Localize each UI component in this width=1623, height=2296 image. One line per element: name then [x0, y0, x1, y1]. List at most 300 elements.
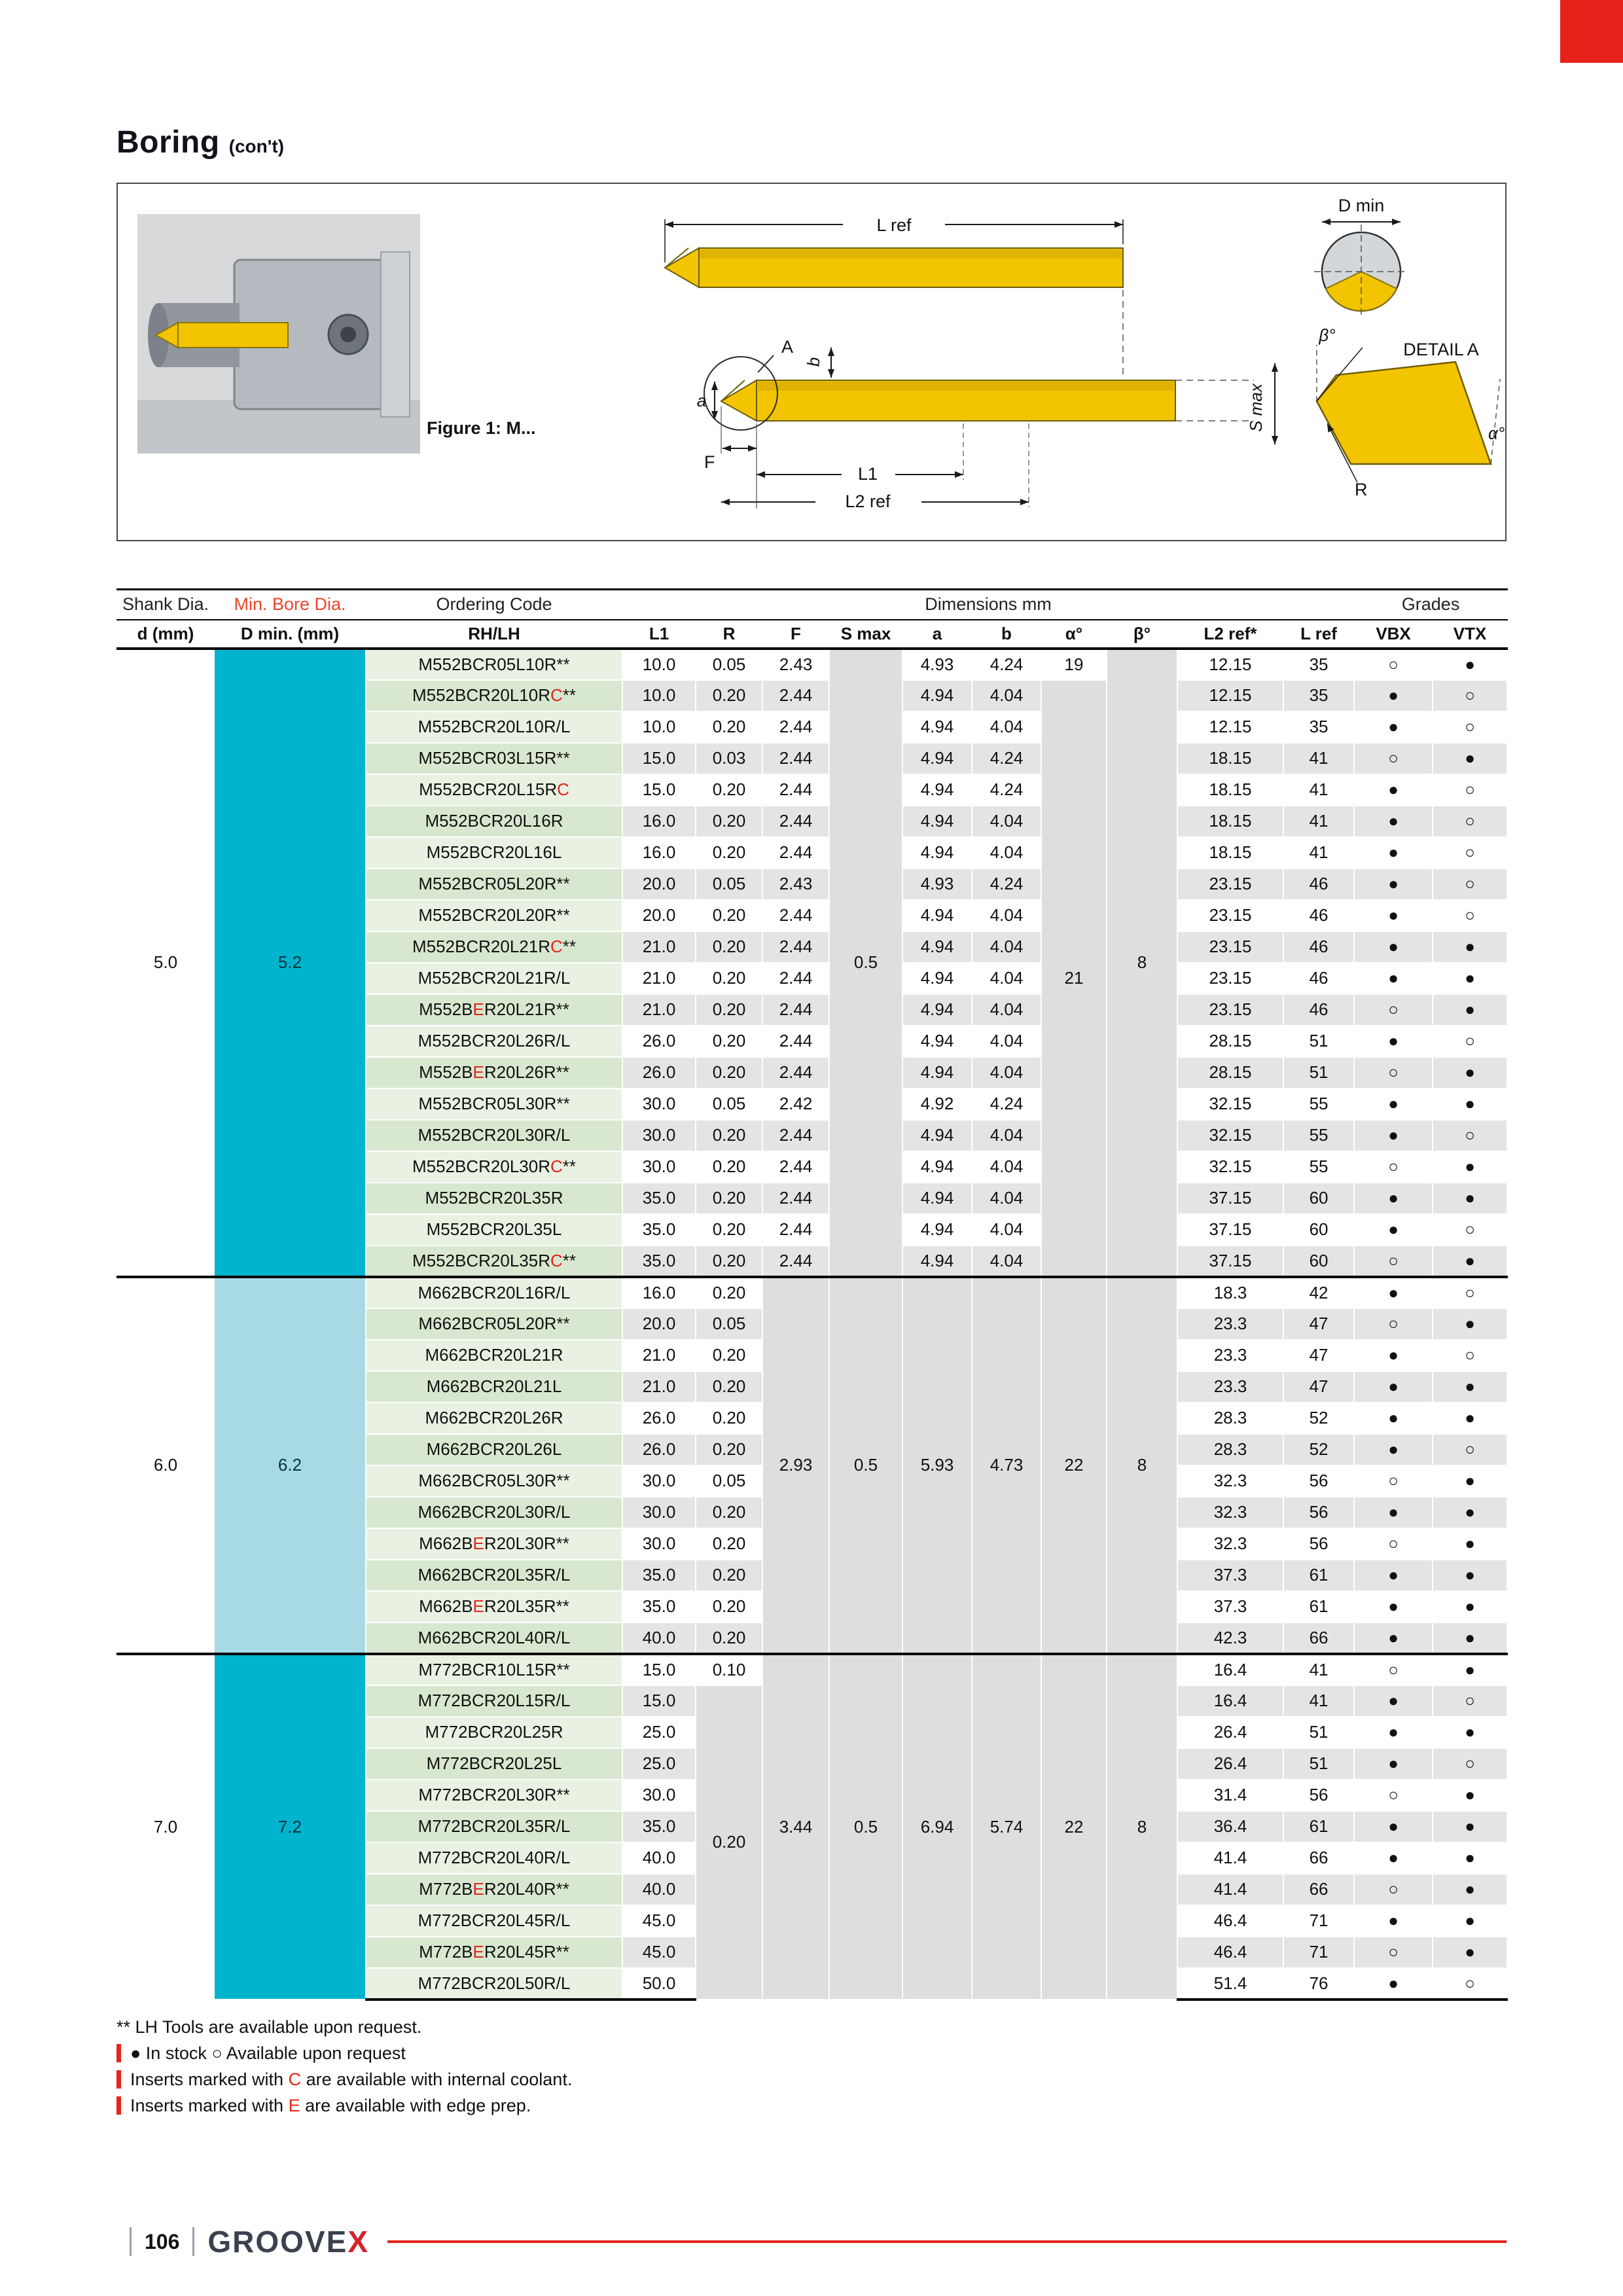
l-ref-cell: 41: [1283, 1685, 1354, 1717]
l1-cell: 25.0: [622, 1748, 696, 1780]
r-cell: 0.05: [696, 1308, 762, 1340]
a-cell: 4.94: [902, 1214, 972, 1246]
vtx-grade-cell: ○: [1433, 1748, 1507, 1780]
f-cell: 2.44: [762, 711, 829, 743]
r-cell: 0.05: [696, 869, 762, 900]
vbx-grade-cell: ●: [1354, 931, 1433, 963]
l-ref-cell: 60: [1283, 1246, 1354, 1277]
r-cell: 0.20: [696, 1277, 762, 1308]
l1-label: L1: [857, 464, 878, 484]
a-cell: 4.94: [902, 1026, 972, 1057]
vtx-grade-cell: ○: [1433, 869, 1507, 900]
vbx-grade-cell: ●: [1354, 1120, 1433, 1151]
a-cell: 4.94: [902, 774, 972, 806]
l1-cell: 16.0: [622, 837, 696, 869]
l-ref-cell: 71: [1283, 1937, 1354, 1968]
l1-cell: 20.0: [622, 869, 696, 900]
l-ref-cell: 61: [1283, 1591, 1354, 1623]
l1-cell: 35.0: [622, 1214, 696, 1246]
vbx-grade-cell: ○: [1354, 1654, 1433, 1685]
l-ref-cell: 35: [1283, 680, 1354, 711]
r-cell: 0.20: [696, 1560, 762, 1591]
ordering-code-cell: M772BCR20L15R/L: [366, 1685, 622, 1717]
ordering-code-cell: M772BCR20L25R: [366, 1717, 622, 1748]
detail-a-label: DETAIL A: [1403, 340, 1479, 359]
page-title-text: Boring: [116, 125, 220, 160]
f-cell: 2.43: [762, 649, 829, 680]
ordering-code-cell: M552BCR05L30R**: [366, 1088, 622, 1120]
vtx-grade-cell: ●: [1433, 1308, 1507, 1340]
r-cell: 0.20: [696, 1528, 762, 1560]
beta-merged-cell: 8: [1107, 649, 1177, 1277]
l2-ref-cell: 41.4: [1177, 1874, 1283, 1905]
l-ref-cell: 47: [1283, 1340, 1354, 1371]
vbx-grade-cell: ●: [1354, 680, 1433, 711]
vbx-grade-cell: ●: [1354, 1403, 1433, 1434]
l1-cell: 35.0: [622, 1811, 696, 1842]
l-ref-cell: 55: [1283, 1151, 1354, 1183]
vtx-grade-cell: ●: [1433, 1874, 1507, 1905]
l-ref-cell: 41: [1283, 774, 1354, 806]
l2-ref-cell: 28.3: [1177, 1403, 1283, 1434]
b-cell: 4.24: [972, 649, 1041, 680]
l2-ref-cell: 28.3: [1177, 1434, 1283, 1465]
l2-ref-cell: 23.15: [1177, 994, 1283, 1026]
a-cell: 4.94: [902, 900, 972, 931]
r-cell: 0.20: [696, 1434, 762, 1465]
l1-cell: 30.0: [622, 1088, 696, 1120]
detail-view: [1246, 325, 1505, 499]
vtx-grade-cell: ●: [1433, 1371, 1507, 1403]
ordering-code-cell: M552BCR20L10RC**: [366, 680, 622, 711]
side-view: [665, 215, 1123, 376]
vtx-grade-cell: ○: [1433, 1685, 1507, 1717]
l-ref-cell: 46: [1283, 900, 1354, 931]
corner-accent-mark: [1560, 0, 1623, 63]
l-ref-cell: 52: [1283, 1403, 1354, 1434]
r-merged-cell: 0.20: [696, 1685, 762, 2000]
page-footer: [116, 2224, 1507, 2259]
vtx-grade-cell: ○: [1433, 680, 1507, 711]
vbx-grade-cell: ○: [1354, 1308, 1433, 1340]
ordering-code-cell: M552BCR03L15R**: [366, 743, 622, 774]
ordering-code-cell: M662BCR05L20R**: [366, 1308, 622, 1340]
l-ref-cell: 51: [1283, 1057, 1354, 1088]
l1-cell: 16.0: [622, 1277, 696, 1308]
l2-ref-cell: 32.3: [1177, 1497, 1283, 1528]
min-bore-dia-cell: 7.2: [214, 1654, 366, 2000]
vtx-grade-cell: ●: [1433, 1591, 1507, 1623]
ordering-code-cell: M552BCR05L20R**: [366, 869, 622, 900]
beta-merged-cell: 8: [1107, 1654, 1177, 2000]
l-ref-cell: 51: [1283, 1026, 1354, 1057]
b-cell: 4.04: [972, 963, 1041, 994]
ordering-code-cell: M772BER20L40R**: [366, 1874, 622, 1905]
r-cell: 0.10: [696, 1654, 762, 1685]
vbx-grade-cell: ●: [1354, 1748, 1433, 1780]
ordering-code-cell: M662BCR20L40R/L: [366, 1623, 622, 1654]
b-cell: 4.04: [972, 837, 1041, 869]
a-cell: 4.94: [902, 743, 972, 774]
alpha-cell: 19: [1041, 649, 1107, 680]
column-header: S max: [829, 620, 902, 649]
vbx-grade-cell: ●: [1354, 1434, 1433, 1465]
table-group-header: Min. Bore Dia.: [214, 590, 366, 620]
f-cell: 2.44: [762, 1214, 829, 1246]
alpha-merged-cell: 21: [1041, 680, 1107, 1277]
tool-photo: [137, 214, 420, 454]
b-merged-cell: 5.74: [972, 1654, 1041, 2000]
ordering-code-cell: M552BCR20L30R/L: [366, 1120, 622, 1151]
a-cell: 4.94: [902, 1246, 972, 1277]
vbx-grade-cell: ●: [1354, 1026, 1433, 1057]
r-cell: 0.20: [696, 1497, 762, 1528]
b-cell: 4.24: [972, 1088, 1041, 1120]
table-group-header: Ordering Code: [366, 590, 622, 620]
l1-cell: 15.0: [622, 1654, 696, 1685]
vtx-grade-cell: ●: [1433, 1246, 1507, 1277]
l-ref-cell: 51: [1283, 1748, 1354, 1780]
l2-ref-cell: 32.3: [1177, 1465, 1283, 1497]
r-cell: 0.20: [696, 1026, 762, 1057]
ordering-code-cell: M662BER20L30R**: [366, 1528, 622, 1560]
a-merged-cell: 6.94: [902, 1654, 972, 2000]
b-cell: 4.04: [972, 1026, 1041, 1057]
l2-ref-label: L2 ref: [845, 492, 891, 511]
vtx-grade-cell: ●: [1433, 931, 1507, 963]
ordering-code-cell: M772BCR20L50R/L: [366, 1968, 622, 2000]
vtx-grade-cell: ●: [1433, 1528, 1507, 1560]
l-ref-cell: 51: [1283, 1717, 1354, 1748]
end-view: [1314, 196, 1408, 319]
vbx-grade-cell: ●: [1354, 711, 1433, 743]
l1-cell: 10.0: [622, 680, 696, 711]
vbx-grade-cell: ●: [1354, 837, 1433, 869]
l2-ref-cell: 37.15: [1177, 1214, 1283, 1246]
vtx-grade-cell: ○: [1433, 1277, 1507, 1308]
r-cell: 0.20: [696, 1371, 762, 1403]
a-cell: 4.94: [902, 1151, 972, 1183]
r-cell: 0.05: [696, 1465, 762, 1497]
ordering-code-cell: M662BCR20L26L: [366, 1434, 622, 1465]
f-cell: 2.44: [762, 1183, 829, 1214]
vbx-grade-cell: ●: [1354, 1277, 1433, 1308]
vtx-grade-cell: ○: [1433, 1120, 1507, 1151]
vbx-grade-cell: ○: [1354, 1528, 1433, 1560]
vtx-grade-cell: ○: [1433, 837, 1507, 869]
column-header: R: [696, 620, 762, 649]
ordering-code-cell: M662BCR20L35R/L: [366, 1560, 622, 1591]
r-cell: 0.20: [696, 1057, 762, 1088]
min-bore-dia-cell: 6.2: [214, 1277, 366, 1654]
brand-logo: GROOVEX: [207, 2225, 370, 2259]
ordering-code-cell: M552BER20L26R**: [366, 1057, 622, 1088]
table-group-header: Dimensions mm: [622, 590, 1354, 620]
vtx-grade-cell: ○: [1433, 711, 1507, 743]
note-bar-icon: [116, 2070, 121, 2089]
f-cell: 2.44: [762, 1026, 829, 1057]
l2-ref-cell: 46.4: [1177, 1937, 1283, 1968]
l1-cell: 45.0: [622, 1905, 696, 1937]
l1-cell: 21.0: [622, 963, 696, 994]
l1-cell: 16.0: [622, 806, 696, 837]
l2-ref-cell: 31.4: [1177, 1780, 1283, 1811]
l2-ref-cell: 37.15: [1177, 1183, 1283, 1214]
f-cell: 2.44: [762, 900, 829, 931]
vbx-grade-cell: ○: [1354, 1246, 1433, 1277]
column-header: VBX: [1354, 620, 1433, 649]
vtx-grade-cell: ●: [1433, 1403, 1507, 1434]
catalog-table-wrap: [116, 588, 1507, 2001]
vbx-grade-cell: ○: [1354, 1465, 1433, 1497]
l-ref-cell: 56: [1283, 1528, 1354, 1560]
vbx-grade-cell: ●: [1354, 1591, 1433, 1623]
l-ref-cell: 66: [1283, 1874, 1354, 1905]
l-ref-cell: 56: [1283, 1497, 1354, 1528]
l2-ref-cell: 18.15: [1177, 743, 1283, 774]
l1-cell: 30.0: [622, 1780, 696, 1811]
l2-ref-cell: 51.4: [1177, 1968, 1283, 2000]
ordering-code-cell: M662BCR20L21R: [366, 1340, 622, 1371]
min-bore-dia-cell: 5.2: [214, 649, 366, 1277]
a-cell: 4.92: [902, 1088, 972, 1120]
vbx-grade-cell: ○: [1354, 1874, 1433, 1905]
page-number: 106: [145, 2229, 180, 2253]
f-cell: 2.44: [762, 1057, 829, 1088]
shank-dia-cell: 5.0: [117, 649, 214, 1277]
column-header: d (mm): [117, 620, 214, 649]
b-cell: 4.04: [972, 1183, 1041, 1214]
l1-cell: 50.0: [622, 1968, 696, 2000]
f-cell: 2.42: [762, 1088, 829, 1120]
l-ref-cell: 46: [1283, 869, 1354, 900]
l2-ref-cell: 18.15: [1177, 806, 1283, 837]
l1-cell: 26.0: [622, 1026, 696, 1057]
b-cell: 4.24: [972, 743, 1041, 774]
l1-cell: 20.0: [622, 900, 696, 931]
l2-ref-cell: 18.3: [1177, 1277, 1283, 1308]
a-cell: 4.94: [902, 680, 972, 711]
r-cell: 0.20: [696, 1340, 762, 1371]
ordering-code-cell: M552BER20L21R**: [366, 994, 622, 1026]
vtx-grade-cell: ●: [1433, 1151, 1507, 1183]
vbx-grade-cell: ●: [1354, 1497, 1433, 1528]
r-cell: 0.20: [696, 1591, 762, 1623]
l1-cell: 40.0: [622, 1842, 696, 1874]
l-ref-cell: 56: [1283, 1465, 1354, 1497]
r-cell: 0.20: [696, 806, 762, 837]
l-ref-cell: 66: [1283, 1842, 1354, 1874]
ordering-code-cell: M552BCR20L20R**: [366, 900, 622, 931]
l2-ref-cell: 23.15: [1177, 931, 1283, 963]
l-ref-cell: 56: [1283, 1780, 1354, 1811]
r-cell: 0.05: [696, 1088, 762, 1120]
l-ref-cell: 66: [1283, 1623, 1354, 1654]
table-group-header: Grades: [1354, 590, 1507, 620]
b-cell: 4.04: [972, 1151, 1041, 1183]
ordering-code-cell: M552BCR20L35R: [366, 1183, 622, 1214]
vbx-grade-cell: ○: [1354, 994, 1433, 1026]
f-cell: 2.44: [762, 806, 829, 837]
a-cell: 4.94: [902, 1120, 972, 1151]
a-merged-cell: 5.93: [902, 1277, 972, 1654]
vtx-grade-cell: ●: [1433, 994, 1507, 1026]
f-cell: 2.44: [762, 1151, 829, 1183]
l2-ref-cell: 16.4: [1177, 1685, 1283, 1717]
l2-ref-cell: 23.15: [1177, 963, 1283, 994]
a-cell: 4.94: [902, 1183, 972, 1214]
a-cell: 4.94: [902, 806, 972, 837]
ordering-code-cell: M552BCR20L35L: [366, 1214, 622, 1246]
ordering-code-cell: M552BCR20L16R: [366, 806, 622, 837]
l-ref-cell: 41: [1283, 743, 1354, 774]
l-ref-cell: 61: [1283, 1560, 1354, 1591]
vbx-grade-cell: ○: [1354, 649, 1433, 680]
alpha-label: α°: [1488, 423, 1505, 443]
r-cell: 0.03: [696, 743, 762, 774]
a-cell: 4.94: [902, 1057, 972, 1088]
l-ref-cell: 47: [1283, 1371, 1354, 1403]
l2-ref-cell: 23.3: [1177, 1340, 1283, 1371]
l1-cell: 10.0: [622, 711, 696, 743]
ordering-code-cell: M552BCR20L21RC**: [366, 931, 622, 963]
l2-ref-cell: 36.4: [1177, 1811, 1283, 1842]
l1-cell: 35.0: [622, 1560, 696, 1591]
r-cell: 0.20: [696, 1214, 762, 1246]
l-ref-cell: 61: [1283, 1811, 1354, 1842]
l1-cell: 21.0: [622, 994, 696, 1026]
l2-ref-cell: 28.15: [1177, 1026, 1283, 1057]
ordering-code-cell: M552BCR20L26R/L: [366, 1026, 622, 1057]
smax-merged-cell: 0.5: [829, 1654, 902, 2000]
l1-cell: 25.0: [622, 1717, 696, 1748]
a-cell: 4.94: [902, 711, 972, 743]
l-ref-cell: 35: [1283, 711, 1354, 743]
l2-ref-cell: 18.15: [1177, 837, 1283, 869]
l-ref-cell: 46: [1283, 994, 1354, 1026]
l2-ref-cell: 18.15: [1177, 774, 1283, 806]
vbx-grade-cell: ○: [1354, 1057, 1433, 1088]
l-ref-cell: 41: [1283, 1654, 1354, 1685]
table-body: [117, 649, 1507, 2000]
vtx-grade-cell: ●: [1433, 1623, 1507, 1654]
l2-ref-cell: 23.3: [1177, 1371, 1283, 1403]
f-merged-cell: 2.93: [762, 1277, 829, 1654]
f-cell: 2.44: [762, 963, 829, 994]
l2-ref-cell: 37.3: [1177, 1560, 1283, 1591]
detail-mark-a-label: A: [781, 337, 794, 357]
footer-rule: [387, 2240, 1507, 2243]
vbx-grade-cell: ●: [1354, 1717, 1433, 1748]
l2-ref-cell: 23.3: [1177, 1308, 1283, 1340]
dim-b-label: b: [804, 357, 823, 367]
l-ref-cell: 60: [1283, 1214, 1354, 1246]
alpha-merged-cell: 22: [1041, 1277, 1107, 1654]
l1-cell: 45.0: [622, 1937, 696, 1968]
vtx-grade-cell: ○: [1433, 900, 1507, 931]
vbx-grade-cell: ●: [1354, 1968, 1433, 2000]
d-min-label: D min: [1338, 196, 1385, 215]
vbx-grade-cell: ●: [1354, 1623, 1433, 1654]
b-cell: 4.24: [972, 869, 1041, 900]
a-cell: 4.94: [902, 931, 972, 963]
catalog-table: [116, 588, 1508, 2001]
b-cell: 4.04: [972, 806, 1041, 837]
b-cell: 4.04: [972, 994, 1041, 1026]
page-title: [116, 124, 1507, 160]
vtx-grade-cell: ○: [1433, 806, 1507, 837]
ordering-code-cell: M662BCR20L16R/L: [366, 1277, 622, 1308]
l2-ref-cell: 28.15: [1177, 1057, 1283, 1088]
r-cell: 0.20: [696, 1246, 762, 1277]
r-cell: 0.20: [696, 1403, 762, 1434]
l2-ref-cell: 32.3: [1177, 1528, 1283, 1560]
r-cell: 0.05: [696, 649, 762, 680]
l2-ref-cell: 37.15: [1177, 1246, 1283, 1277]
vtx-grade-cell: ●: [1433, 1780, 1507, 1811]
l1-cell: 21.0: [622, 1371, 696, 1403]
ordering-code-cell: M772BCR20L25L: [366, 1748, 622, 1780]
l2-ref-cell: 42.3: [1177, 1623, 1283, 1654]
vtx-grade-cell: ●: [1433, 963, 1507, 994]
vbx-grade-cell: ●: [1354, 1214, 1433, 1246]
vtx-grade-cell: ●: [1433, 1905, 1507, 1937]
l2-ref-cell: 32.15: [1177, 1151, 1283, 1183]
alpha-merged-cell: 22: [1041, 1654, 1107, 2000]
l-ref-cell: 55: [1283, 1088, 1354, 1120]
beta-merged-cell: 8: [1107, 1277, 1177, 1654]
footnote-line: Inserts marked with E are available with edge prep.: [116, 2092, 1507, 2119]
f-cell: 2.44: [762, 994, 829, 1026]
ordering-code-cell: M552BCR20L16L: [366, 837, 622, 869]
l1-cell: 30.0: [622, 1497, 696, 1528]
f-merged-cell: 3.44: [762, 1654, 829, 2000]
l1-cell: 35.0: [622, 1591, 696, 1623]
l-ref-cell: 46: [1283, 963, 1354, 994]
shank-dia-cell: 6.0: [117, 1277, 214, 1654]
a-cell: 4.93: [902, 649, 972, 680]
l1-cell: 20.0: [622, 1308, 696, 1340]
vbx-grade-cell: ●: [1354, 1088, 1433, 1120]
vtx-grade-cell: ●: [1433, 1183, 1507, 1214]
l1-cell: 30.0: [622, 1528, 696, 1560]
l1-cell: 21.0: [622, 931, 696, 963]
beta-label: β°: [1319, 325, 1336, 345]
vtx-grade-cell: ○: [1433, 1214, 1507, 1246]
l-ref-cell: 55: [1283, 1120, 1354, 1151]
b-cell: 4.04: [972, 711, 1041, 743]
column-header: D min. (mm): [214, 620, 366, 649]
vtx-grade-cell: ○: [1433, 774, 1507, 806]
column-header: a: [902, 620, 972, 649]
figure-caption: Figure 1: M...: [427, 418, 536, 438]
ordering-code-cell: M772BCR10L15R**: [366, 1654, 622, 1685]
column-header: b: [972, 620, 1041, 649]
l1-cell: 26.0: [622, 1403, 696, 1434]
l1-cell: 10.0: [622, 649, 696, 680]
s-max-label: S max: [1246, 384, 1266, 432]
l-ref-cell: 52: [1283, 1434, 1354, 1465]
smax-merged-cell: 0.5: [829, 649, 902, 1277]
l1-cell: 26.0: [622, 1057, 696, 1088]
f-cell: 2.44: [762, 837, 829, 869]
vtx-grade-cell: ●: [1433, 1654, 1507, 1685]
l1-cell: 30.0: [622, 1120, 696, 1151]
column-header: α°: [1041, 620, 1107, 649]
ordering-code-cell: M552BCR20L10R/L: [366, 711, 622, 743]
l1-cell: 30.0: [622, 1151, 696, 1183]
vtx-grade-cell: ●: [1433, 1842, 1507, 1874]
